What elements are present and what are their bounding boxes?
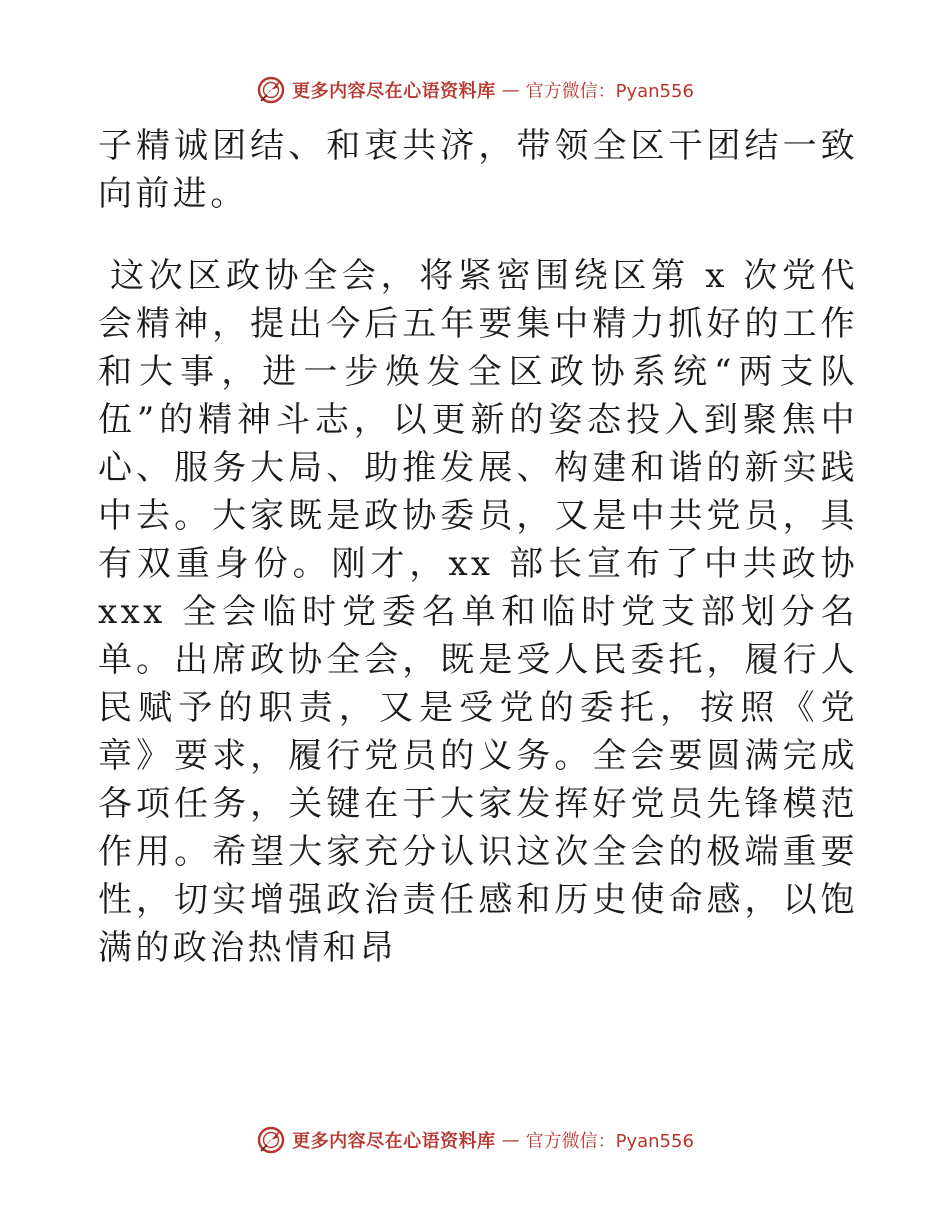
footer-banner <box>0 1122 950 1158</box>
footer-contact-text: 官方微信：Pyan556 <box>525 1131 694 1152</box>
quill-seal-icon <box>256 1125 286 1155</box>
footer-brand-text: 更多内容尽在心语资料库 <box>292 1131 496 1152</box>
document-body <box>98 122 858 972</box>
paragraph-1: 子精诚团结、和衷共济，带领全区干团结一致向前进。 <box>98 126 858 214</box>
header-contact-text: 官方微信：Pyan556 <box>525 81 694 102</box>
header-separator: — <box>501 79 520 101</box>
footer-separator: — <box>501 1129 520 1151</box>
quill-seal-icon <box>256 75 286 105</box>
header-brand-text: 更多内容尽在心语资料库 <box>292 81 496 102</box>
paragraph-2: 这次区政协全会，将紧密围绕区第 x 次党代会精神，提出今后五年要集中精力抓好的工作和大事，进一步焕发全区政协系统“两支队伍”的精神斗志，以更新的姿态投入到聚焦中心、服务大局、助推发展、构建和谐的新实践中去。大家既是政协委员，又是中共党员，具有双重身份。刚才，xx 部长宣布了中共政协 xxx 全会临时党委名单和临时党支部划分名单。出席政协全会，既是受人民委托，履行人民赋予的职责，又是受党的委托，按照《党章》要求，履行党员的义务。全会要圆满完成各项任务，关键在于大家发挥好党员先锋模范作用。希望大家充分认识这次全会的极端重要性，切实增强政治责任感和历史使命感，以饱满的政治热情和昂 <box>98 256 858 968</box>
header-banner <box>0 72 950 108</box>
